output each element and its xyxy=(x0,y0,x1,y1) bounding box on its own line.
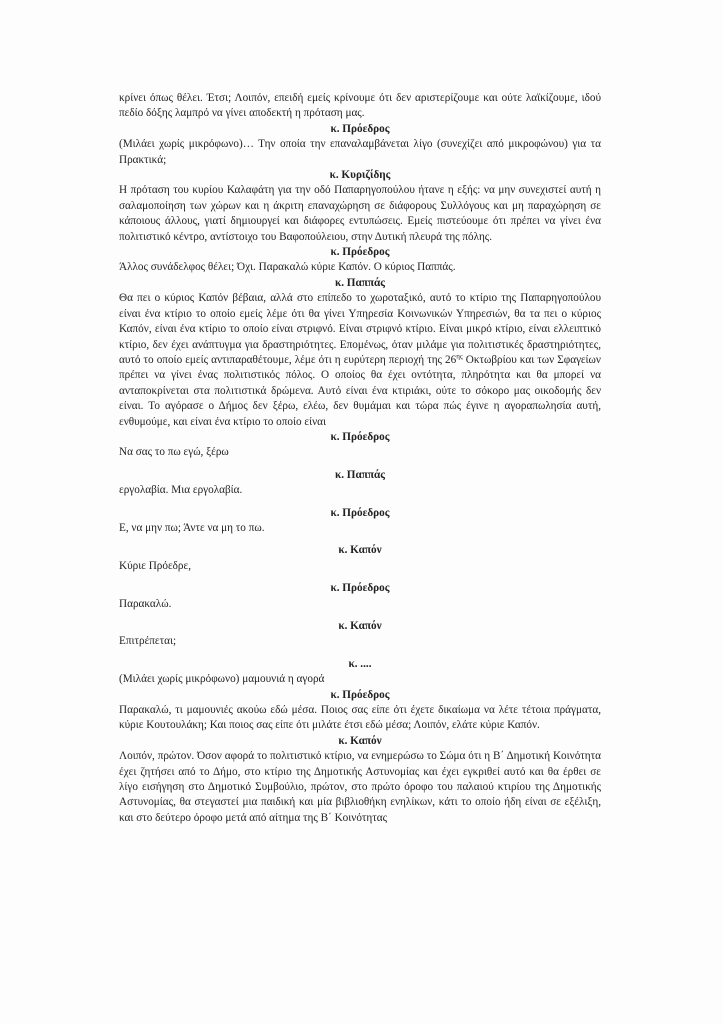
transcript-body xyxy=(119,91,601,826)
speaker-heading: κ. Πρόεδρος xyxy=(330,246,390,259)
speaker-heading: κ. Πρόεδρος xyxy=(330,688,390,701)
speaker-heading: κ. .... xyxy=(348,657,372,670)
paragraph: Παρακαλώ. xyxy=(119,597,172,610)
speaker-heading: κ. Πρόεδρος xyxy=(330,430,390,443)
paragraph: Άλλος συνάδελφος θέλει; Όχι. Παρακαλώ κύριε Καπόν. Ο κύριος Παππάς. xyxy=(119,261,456,274)
paragraph: Επιτρέπεται; xyxy=(119,635,177,648)
paragraph: Λοιπόν, πρώτον. Όσον αφορά το πολιτιστικό κτίριο, να ενημερώσω το Σώμα ότι η Β΄ Δημοτική Κοινότητα έχει ζητήσει από το Δήμο, στο κτίριο της Δημοτικής Αστυνομίας και έχει εγκριθεί αυτό και θα έρθει σε λίγο εισήγηση στο Δημοτικό Συμβούλιο, πρώτον, στο πρώτο όροφο του παλαιού κτιρίου της Δημοτικής Αστυνομίας, θα στεγαστεί μια παιδική και μία βιβλιοθήκη ενηλίκων, κάτι το οποίο ήδη είναι σε εξέλιξη, και στο δεύτερο όροφο μετά από αίτημα της Β΄ Κοινότητας xyxy=(119,750,601,824)
paragraph: Η πρόταση του κυρίου Καλαφάτη για την οδό Παπαρηγοπούλου ήτανε η εξής: να μην συνεχιστεί αυτή η σαλαμοποίηση των χώρων και η άκριτη επαναχώρηση σε διάφορους Συλλόγους και μη παραχώρηση σε κάποιους άλλους, γιατί δημιουργεί και διάφορες εντυπώσεις. Εμείς πιστεύουμε ότι πρέπει να γίνει ένα πολιτιστικό κέντρο, αντίστοιχο του Βαφοπούλειου, στην Δυτική πλευρά της πόλης. xyxy=(119,184,601,243)
paragraph: Κύριε Πρόεδρε, xyxy=(119,559,192,572)
speaker-heading: κ. Παππάς xyxy=(335,468,385,481)
paragraph-text: Θα πει ο κύριος Καπόν βέβαια, αλλά στο επίπεδο το χωροταξικό, αυτό το κτίριο της Παπαρηγοπούλου είναι ένα κτίριο το οποίο εμείς λέμε ότι θα γίνει Υπηρεσία Κοινωνικών Υπηρεσιών, θα τα πει ο κύριος Καπόν, είναι ένα κτίριο το οποίο είναι στριφνό. Είναι στριφνό κτίριο. Είναι μικρό κτίριο, είναι ελλειπτικό κτίριο, δεν έχει ανάπτυγμα για δραστηριότητες. Επομένως, όταν μιλάμε για πολιτιστικές δραστηριότητες, αυτό το οποίο εμείς αντιπαραθέτουμε, λέμε ότι η ευρύτερη περιοχή της 26 xyxy=(119,292,601,366)
paragraph: (Μιλάει χωρίς μικρόφωνο) μαμουνιά η αγορά xyxy=(119,673,325,686)
speaker-heading: κ. Πρόεδρος xyxy=(330,582,390,595)
paragraph: Να σας το πω εγώ, ξέρω xyxy=(119,446,229,459)
paragraph: Ε, να μην πω; Άντε να μη το πω. xyxy=(119,521,265,534)
paragraph xyxy=(119,291,601,430)
speaker-heading: κ. Καπόν xyxy=(338,544,382,557)
paragraph: Παρακαλώ, τι μαμουνιές ακούω εδώ μέσα. Ποιος σας είπε ότι έχετε δικαίωμα να λέτε τέτοια πράγματα, κύριε Κουτουλάκη; Και ποιος σας είπε ότι μιλάτε έτσι εδώ μέσα; Λοιπόν, ελάτε κύριε Καπόν. xyxy=(119,704,601,732)
paragraph: κρίνει όπως θέλει. Έτσι; Λοιπόν, επειδή εμείς κρίνουμε ότι δεν αριστερίζουμε και ούτε λαϊκίζουμε, ιδού πεδίο δόξης λαμπρό να γίνει αποδεκτή η πρόταση μας. xyxy=(119,92,601,120)
paragraph-text: Οκτωβρίου και των Σφαγείων πρέπει να γίνει ένας πολιτιστικός πόλος. Ο οποίος θα έχει οντότητα, πληρότητα και θα μπορεί να ανταποκρίνεται στα πολιτιστικά δρώμενα. Αυτό είναι ένα κτιριάκι, ούτε το σόκορο μας οικοδομής δεν είναι. Το αγόρασε ο Δήμος δεν ξέρω, ελέω, δεν θυμάμαι και τώρα πώς έγινε η αγοραπωλησία αυτή, ενθυμούμε, και είναι ένα κτίριο το οποίο είναι xyxy=(119,353,601,428)
speaker-heading: κ. Παππάς xyxy=(335,276,385,289)
paragraph: (Μιλάει χωρίς μικρόφωνο)… Την οποία την επαναλαμβάνεται λίγο (συνεχίζει από μικροφώνου) για τα Πρακτικά; xyxy=(119,138,601,166)
speaker-heading: κ. Καπόν xyxy=(338,734,382,747)
speaker-heading: κ. Κυριζίδης xyxy=(329,169,391,182)
paragraph: εργολαβία. Μια εργολαβία. xyxy=(119,484,243,497)
speaker-heading: κ. Καπόν xyxy=(338,620,382,632)
ordinal-suffix: ης xyxy=(456,352,463,361)
speaker-heading: κ. Πρόεδρος xyxy=(330,506,390,519)
speaker-heading: κ. Πρόεδρος xyxy=(330,122,390,135)
